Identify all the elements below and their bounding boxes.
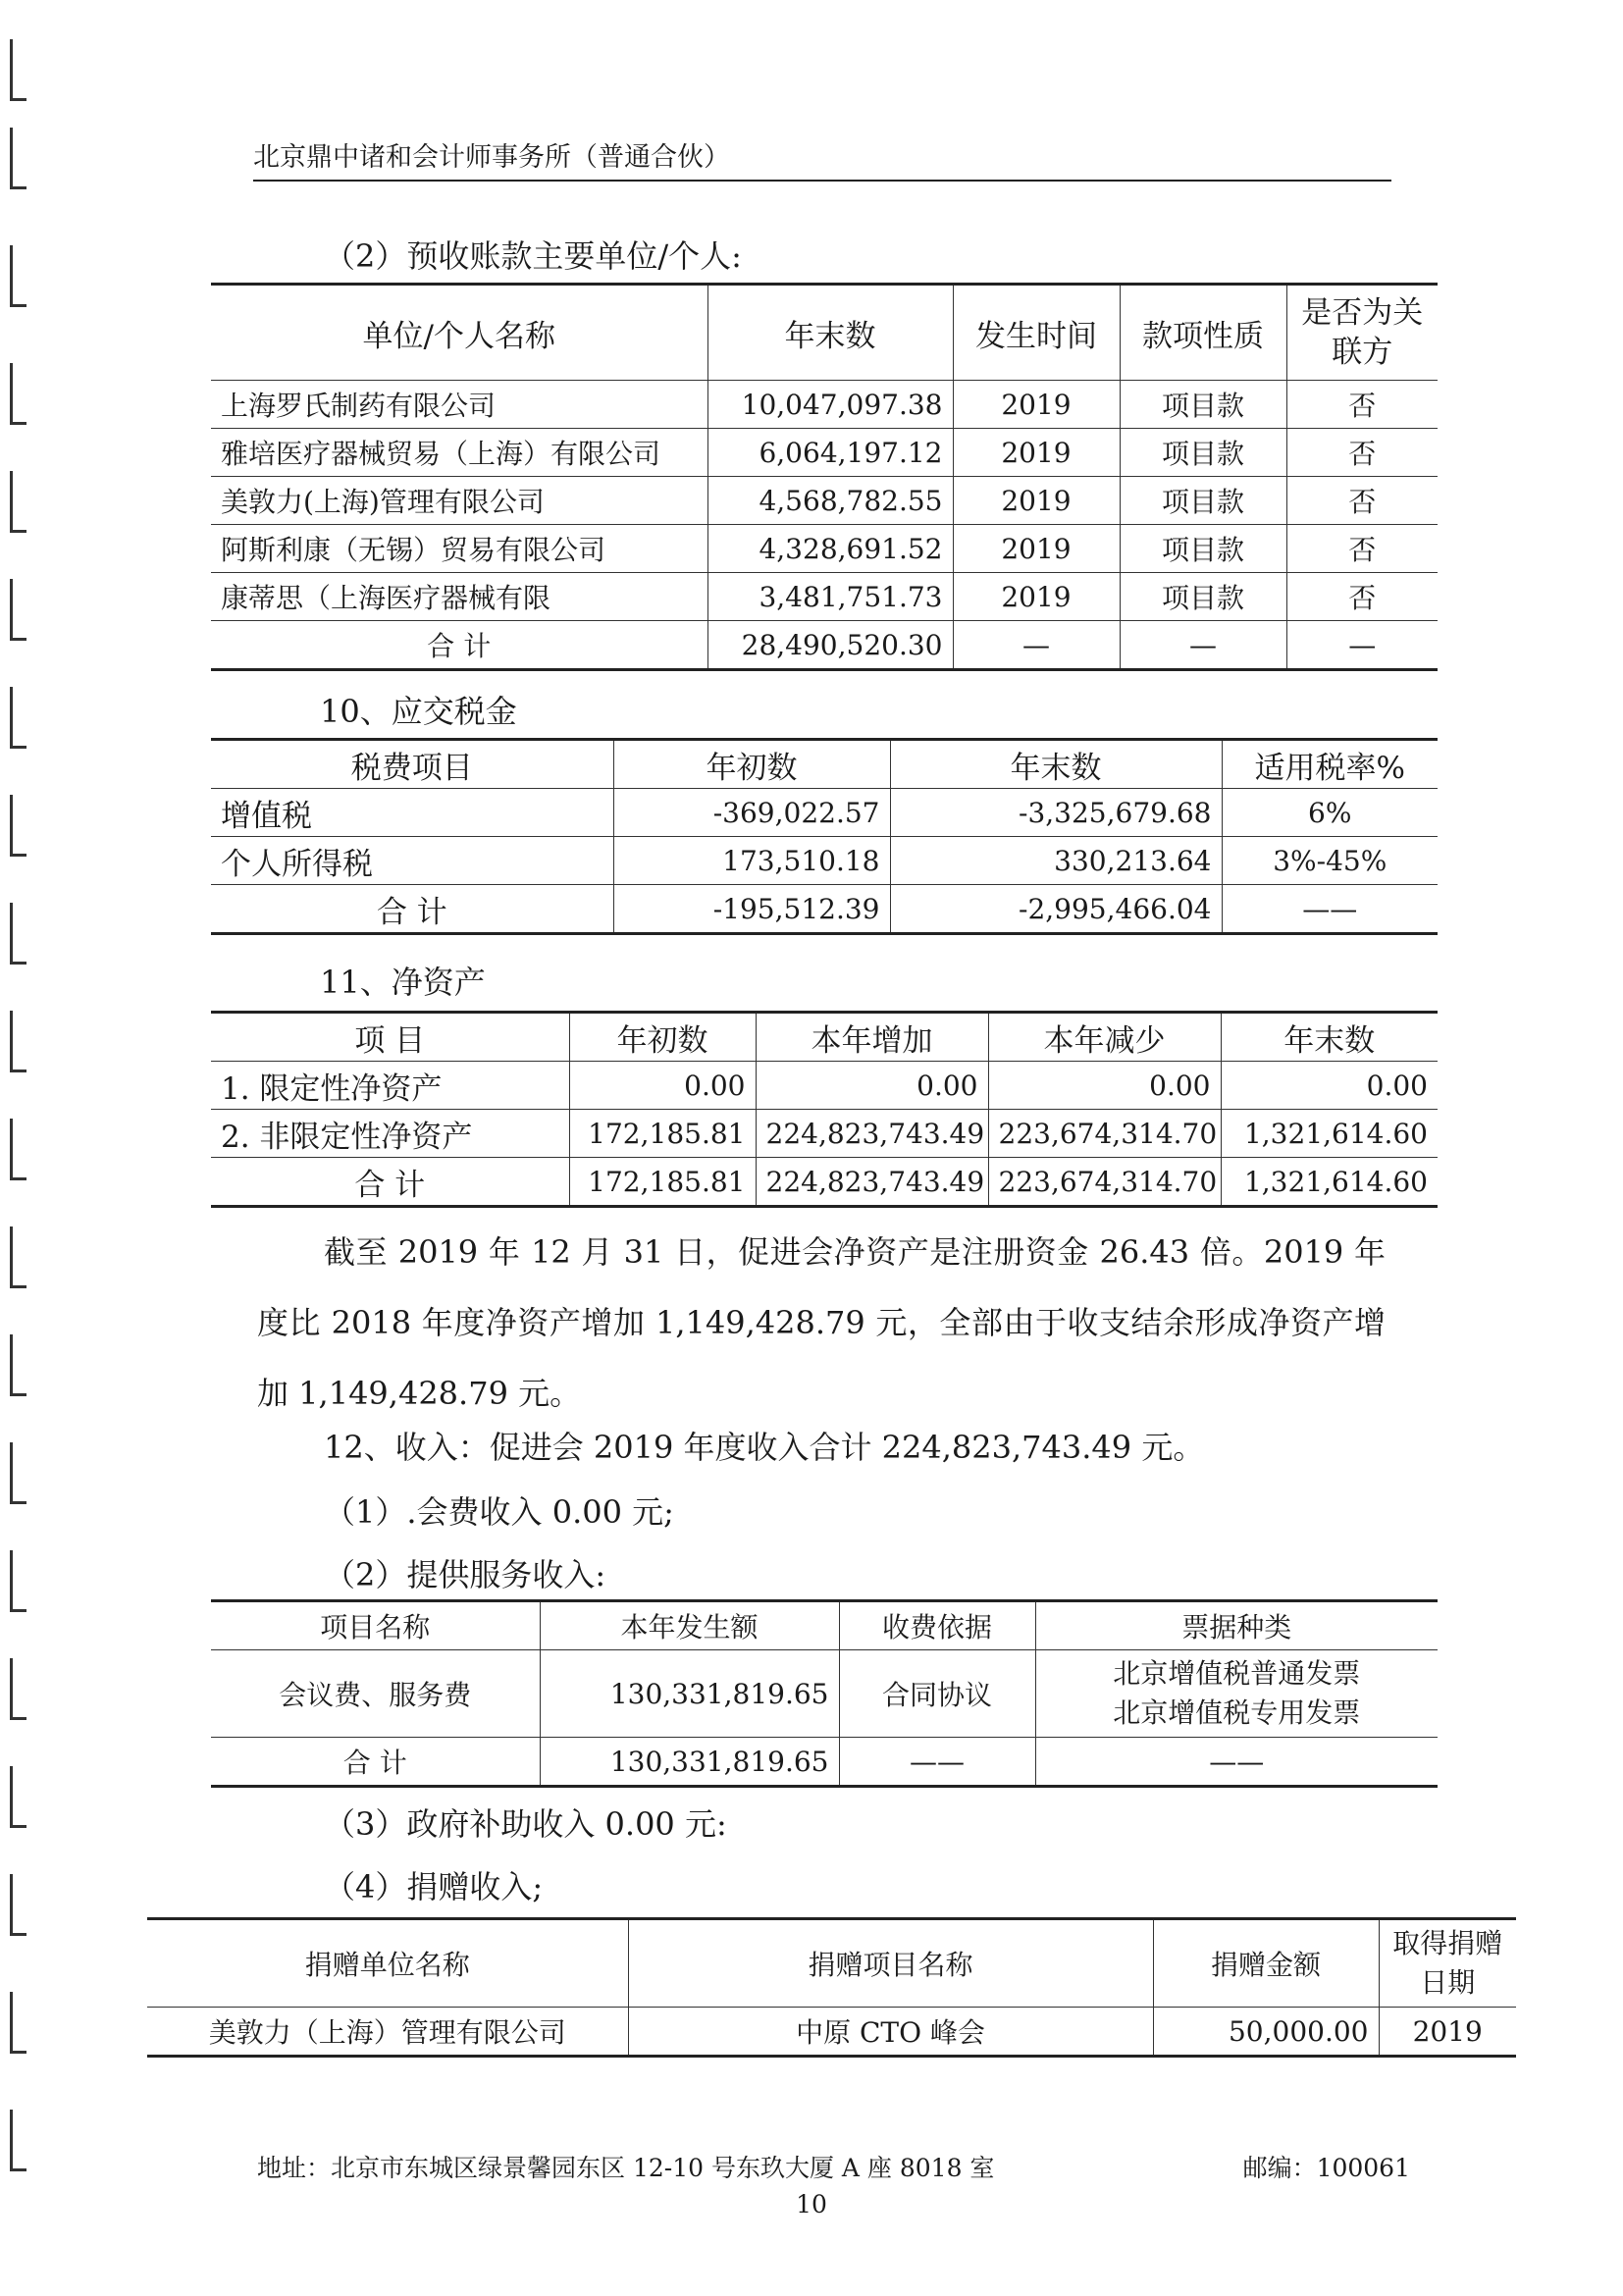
table-row: [211, 477, 1438, 525]
column-header: 项目名称: [211, 1601, 540, 1650]
cell-donor: 美敦力（上海）管理有限公司: [147, 2008, 628, 2057]
cell-related: 否: [1286, 477, 1438, 525]
total-cell: ——: [839, 1738, 1035, 1787]
cell-closing: -3,325,679.68: [890, 789, 1222, 837]
cell-year: 2019: [953, 381, 1120, 429]
total-label: 合 计: [211, 1738, 540, 1787]
cell-increase: 0.00: [756, 1062, 988, 1110]
column-header: 款项性质: [1120, 285, 1286, 381]
section-title-income: 12、收入：促进会 2019 年度收入合计 224,823,743.49 元。: [324, 1429, 1205, 1466]
table-row: [211, 1650, 1438, 1738]
total-label: 合 计: [211, 885, 613, 934]
column-header: 发生时间: [953, 285, 1120, 381]
column-header: 年初数: [613, 740, 890, 789]
binding-mark: [10, 2110, 26, 2171]
page-header: 北京鼎中诸和会计师事务所（普通合伙）: [253, 135, 1391, 182]
cell-increase: 224,823,743.49: [756, 1110, 988, 1158]
cell-nature: 项目款: [1120, 573, 1286, 621]
cell-invoice-types: [1035, 1650, 1438, 1738]
cell-closing: 330,213.64: [890, 837, 1222, 885]
total-cell: —: [1286, 621, 1438, 670]
total-cell: ——: [1035, 1738, 1438, 1787]
column-header: 适用税率%: [1222, 740, 1438, 789]
column-header: 年初数: [569, 1013, 756, 1062]
section-title-advance: （2）预收账款主要单位/个人:: [324, 237, 742, 275]
column-header: 年末数: [890, 740, 1222, 789]
net-assets-paragraph: 截至 2019 年 12 月 31 日，促进会净资产是注册资金 26.43 倍。2019 年度比 2018 年度净资产增加 1,149,428.79 元，全部由于收支结余形成净资产增加 1,149,428.79 元。: [257, 1233, 1386, 1412]
table-header-row: [211, 1013, 1438, 1062]
total-row: [211, 885, 1438, 934]
cell-closing: 1,321,614.60: [1221, 1110, 1438, 1158]
cell-opening: 173,510.18: [613, 837, 890, 885]
cell-opening: 0.00: [569, 1062, 756, 1110]
total-cell: —: [953, 621, 1120, 670]
total-row: [211, 1158, 1438, 1207]
advance-receipts-table: [211, 283, 1438, 671]
cell-year: 2019: [953, 525, 1120, 573]
total-opening: -195,512.39: [613, 885, 890, 934]
cell-amount: 50,000.00: [1153, 2008, 1379, 2057]
income-item-donation: （4）捐赠收入;: [324, 1868, 544, 1905]
column-header: 取得捐赠日期: [1379, 1919, 1516, 2008]
total-closing: -2,995,466.04: [890, 885, 1222, 934]
cell-amount: 10,047,097.38: [707, 381, 953, 429]
column-header: 捐赠项目名称: [628, 1919, 1153, 2008]
binding-mark: [10, 687, 26, 749]
column-header: 年末数: [707, 285, 953, 381]
column-header: 单位/个人名称: [211, 285, 707, 381]
binding-mark: [10, 1550, 26, 1612]
total-decrease: 223,674,314.70: [988, 1158, 1221, 1207]
total-amount: 130,331,819.65: [540, 1738, 839, 1787]
cell-basis: 合同协议: [839, 1650, 1035, 1738]
cell-related: 否: [1286, 381, 1438, 429]
cell-name: 增值税: [211, 789, 613, 837]
total-cell: —: [1120, 621, 1286, 670]
table-row: [211, 837, 1438, 885]
cell-amount: 6,064,197.12: [707, 429, 953, 477]
cell-year: 2019: [953, 477, 1120, 525]
binding-mark: [10, 903, 26, 965]
cell-rate: 3%-45%: [1222, 837, 1438, 885]
binding-mark: [10, 39, 26, 101]
column-header: 项 目: [211, 1013, 569, 1062]
table-header-row: [211, 740, 1438, 789]
table-row: [211, 1062, 1438, 1110]
binding-mark: [10, 128, 26, 189]
cell-decrease: 0.00: [988, 1062, 1221, 1110]
column-header: 收费依据: [839, 1601, 1035, 1650]
cell-amount: 4,568,782.55: [707, 477, 953, 525]
total-row: [211, 1738, 1438, 1787]
cell-decrease: 223,674,314.70: [988, 1110, 1221, 1158]
total-rate: ——: [1222, 885, 1438, 934]
table-header-row: [211, 285, 1438, 381]
binding-mark: [10, 1874, 26, 1936]
cell-related: 否: [1286, 429, 1438, 477]
total-closing: 1,321,614.60: [1221, 1158, 1438, 1207]
cell-name: 会议费、服务费: [211, 1650, 540, 1738]
cell-amount: 130,331,819.65: [540, 1650, 839, 1738]
binding-mark: [10, 1119, 26, 1180]
invoice-type: 北京增值税普通发票: [1113, 1657, 1361, 1690]
cell-amount: 4,328,691.52: [707, 525, 953, 573]
cell-item: 1. 限定性净资产: [211, 1062, 569, 1110]
binding-mark: [10, 1226, 26, 1288]
cell-nature: 项目款: [1120, 429, 1286, 477]
cell-year: 2019: [953, 429, 1120, 477]
binding-mark: [10, 1766, 26, 1828]
binding-mark: [10, 471, 26, 533]
column-header: 捐赠单位名称: [147, 1919, 628, 2008]
income-item-subsidy: （3）政府补助收入 0.00 元:: [324, 1805, 727, 1843]
table-row: [211, 573, 1438, 621]
column-header: 本年增加: [756, 1013, 988, 1062]
binding-mark: [10, 363, 26, 425]
cell-rate: 6%: [1222, 789, 1438, 837]
total-increase: 224,823,743.49: [756, 1158, 988, 1207]
table-row: [211, 789, 1438, 837]
cell-name: 阿斯利康（无锡）贸易有限公司: [211, 525, 707, 573]
income-item-service: （2）提供服务收入:: [324, 1556, 606, 1593]
cell-nature: 项目款: [1120, 381, 1286, 429]
cell-opening: -369,022.57: [613, 789, 890, 837]
section-title-tax: 10、应交税金: [320, 693, 517, 730]
binding-mark: [10, 1992, 26, 2054]
binding-mark: [10, 795, 26, 857]
service-income-table: [211, 1599, 1438, 1788]
cell-closing: 0.00: [1221, 1062, 1438, 1110]
table-row: [211, 525, 1438, 573]
cell-amount: 3,481,751.73: [707, 573, 953, 621]
column-header: 捐赠金额: [1153, 1919, 1379, 2008]
footer-postcode: 邮编：100061: [1242, 2154, 1410, 2182]
total-row: [211, 621, 1438, 670]
section-title-net-assets: 11、净资产: [320, 964, 486, 1001]
cell-date: 2019: [1379, 2008, 1516, 2057]
cell-year: 2019: [953, 573, 1120, 621]
cell-name: 上海罗氏制药有限公司: [211, 381, 707, 429]
column-header: 票据种类: [1035, 1601, 1438, 1650]
column-header: 年末数: [1221, 1013, 1438, 1062]
table-row: [211, 1110, 1438, 1158]
cell-name: 个人所得税: [211, 837, 613, 885]
binding-mark: [10, 245, 26, 307]
cell-opening: 172,185.81: [569, 1110, 756, 1158]
cell-name: 康蒂思（上海医疗器械有限: [211, 573, 707, 621]
total-label: 合 计: [211, 1158, 569, 1207]
page-number: 10: [796, 2190, 827, 2218]
total-opening: 172,185.81: [569, 1158, 756, 1207]
invoice-type: 北京增值税专用发票: [1113, 1696, 1361, 1729]
tax-payable-table: [211, 738, 1438, 935]
table-header-row: [147, 1919, 1516, 2008]
column-header: 本年减少: [988, 1013, 1221, 1062]
cell-related: 否: [1286, 573, 1438, 621]
column-header: 税费项目: [211, 740, 613, 789]
column-header: 是否为关联方: [1286, 285, 1438, 381]
donation-income-table: [147, 1917, 1516, 2058]
total-amount: 28,490,520.30: [707, 621, 953, 670]
table-row: [211, 381, 1438, 429]
binding-mark: [10, 1442, 26, 1504]
cell-nature: 项目款: [1120, 477, 1286, 525]
cell-project: 中原 CTO 峰会: [628, 2008, 1153, 2057]
table-row: [211, 429, 1438, 477]
binding-mark: [10, 1334, 26, 1396]
footer-address: 地址：北京市东城区绿景馨园东区 12-10 号东玖大厦 A 座 8018 室: [257, 2154, 995, 2182]
cell-related: 否: [1286, 525, 1438, 573]
table-header-row: [211, 1601, 1438, 1650]
net-assets-table: [211, 1011, 1438, 1208]
cell-item: 2. 非限定性净资产: [211, 1110, 569, 1158]
cell-name: 雅培医疗器械贸易（上海）有限公司: [211, 429, 707, 477]
binding-mark: [10, 1011, 26, 1072]
table-row: [147, 2008, 1516, 2057]
income-item-membership: （1）.会费收入 0.00 元;: [324, 1493, 674, 1531]
cell-name: 美敦力(上海)管理有限公司: [211, 477, 707, 525]
binding-mark: [10, 579, 26, 641]
column-header: 本年发生额: [540, 1601, 839, 1650]
cell-nature: 项目款: [1120, 525, 1286, 573]
binding-mark: [10, 1658, 26, 1720]
total-label: 合 计: [211, 621, 707, 670]
